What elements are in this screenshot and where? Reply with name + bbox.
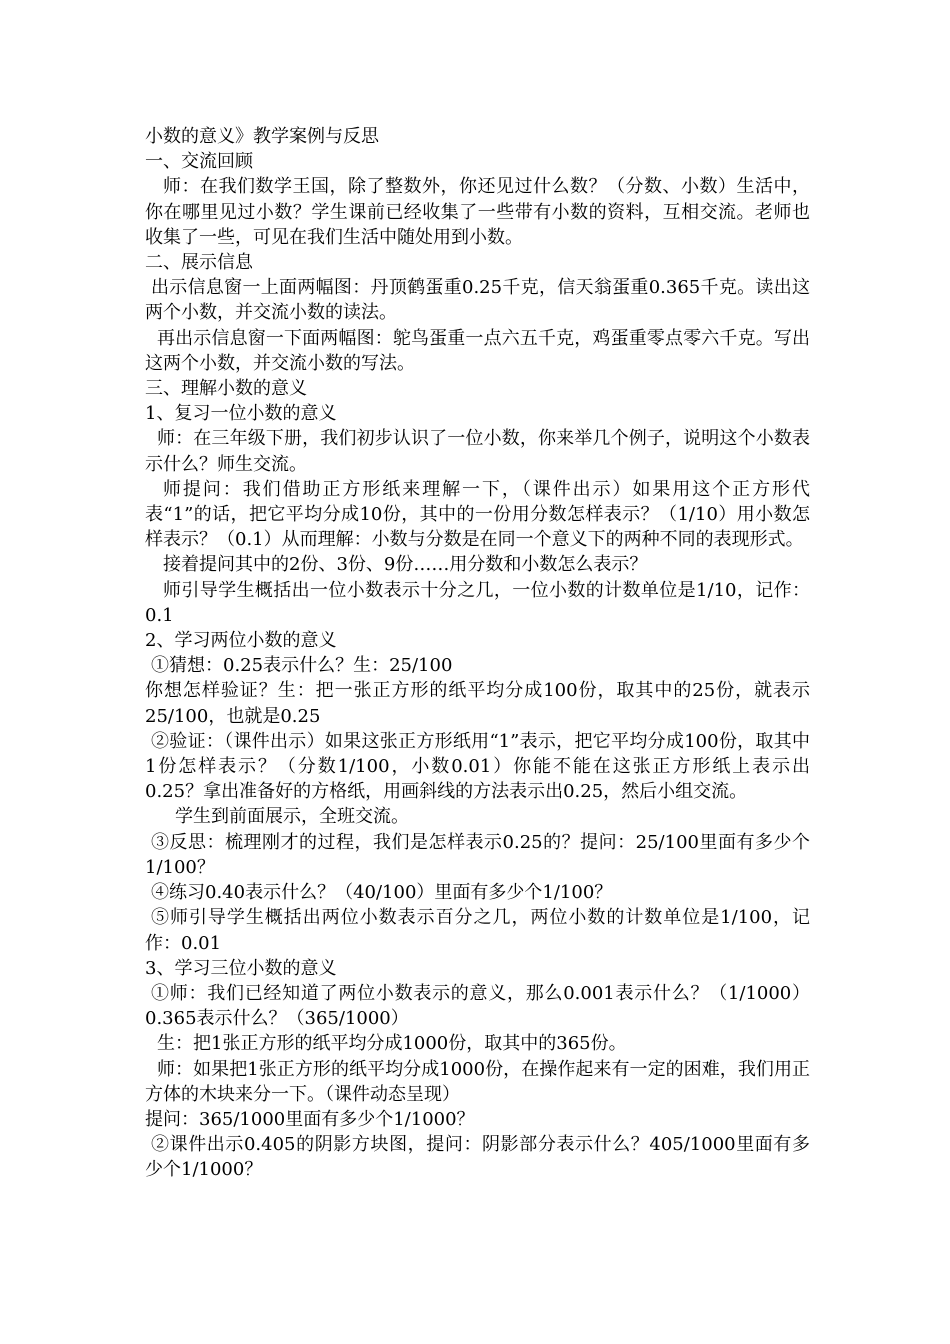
paragraph: 生：把1张正方形的纸平均分成1000份，取其中的365份。: [157, 1033, 627, 1055]
paragraph: 接着提问其中的2份、3份、9份……用分数和小数怎么表示？: [163, 554, 648, 576]
paragraph: 师提问：我们借助正方形纸来理解一下，（课件出示）如果用这个正方形代表“1”的话，把它平均分成10份，其中的一份用分数怎样表示？（1/10）用小数怎样表示？（0.1）从而理解：小数与分数是在同一个意义下的两种不同的表现形式。: [145, 478, 810, 551]
document-title: 小数的意义》教学案例与反思: [145, 126, 379, 147]
paragraph: ⑤师引导学生概括出两位小数表示百分之几，两位小数的计数单位是1/100，记作：0.01: [145, 907, 810, 954]
paragraph: 师引导学生概括出一位小数表示十分之几，一位小数的计数单位是1/10，记作：0.1: [145, 579, 810, 626]
paragraph: 你想怎样验证？生：把一张正方形的纸平均分成100份，取其中的25份，就表示25/100，也就是0.25: [145, 680, 810, 727]
paragraph: 1、复习一位小数的意义: [145, 403, 337, 425]
paragraph: 二、展示信息: [145, 252, 253, 274]
paragraph: ①师：我们已经知道了两位小数表示的意义，那么0.001表示什么？（1/1000）0.365表示什么？（365/1000）: [145, 982, 810, 1030]
paragraph: 师：在三年级下册，我们初步认识了一位小数，你来举几个例子，说明这个小数表示什么？师生交流。: [145, 428, 810, 475]
paragraph: 提问：365/1000里面有多少个1/1000？: [145, 1108, 475, 1130]
paragraph: 三、理解小数的意义: [145, 378, 307, 400]
paragraph: 再出示信息窗一下面两幅图：鸵鸟蛋重一点六五千克，鸡蛋重零点零六千克。写出这两个小数，并交流小数的写法。: [145, 327, 810, 374]
paragraph: ②验证：（课件出示）如果这张正方形纸用“1”表示，把它平均分成100份，取其中1份怎样表示？（分数1/100，小数0.01）你能不能在这张正方形纸上表示出0.25？拿出准备好的方格纸，用画斜线的方法表示出0.25，然后小组交流。: [145, 730, 810, 803]
paragraph: 出示信息窗一上面两幅图：丹顶鹤蛋重0.25千克，信天翁蛋重0.365千克。读出这两个小数，并交流小数的读法。: [145, 277, 810, 324]
paragraph: ②课件出示0.405的阴影方块图，提问：阴影部分表示什么？405/1000里面有多少个1/1000？: [145, 1134, 810, 1181]
paragraph: ①猜想：0.25表示什么？生：25/100: [151, 655, 453, 677]
paragraph: 学生到前面展示，全班交流。: [175, 806, 409, 828]
paragraph: 师：在我们数学王国，除了整数外，你还见过什么数？（分数、小数）生活中，你在哪里见过小数？学生课前已经收集了一些带有小数的资料，互相交流。老师也收集了一些，可见在我们生活中随处用到小数。: [145, 176, 810, 248]
paragraph: 一、交流回顾: [145, 151, 253, 173]
paragraph-list: [145, 149, 810, 1182]
paragraph: ③反思：梳理刚才的过程，我们是怎样表示0.25的？提问：25/100里面有多少个1/100？: [145, 831, 810, 878]
document-body: [145, 124, 810, 1183]
paragraph: 2、学习两位小数的意义: [145, 630, 337, 652]
paragraph: ④练习0.40表示什么？（40/100）里面有多少个1/100？: [151, 882, 613, 904]
paragraph: 3、学习三位小数的意义: [145, 957, 337, 979]
paragraph: 师：如果把1张正方形的纸平均分成1000份，在操作起来有一定的困难，我们用正方体的木块来分一下。（课件动态呈现）: [145, 1058, 810, 1105]
